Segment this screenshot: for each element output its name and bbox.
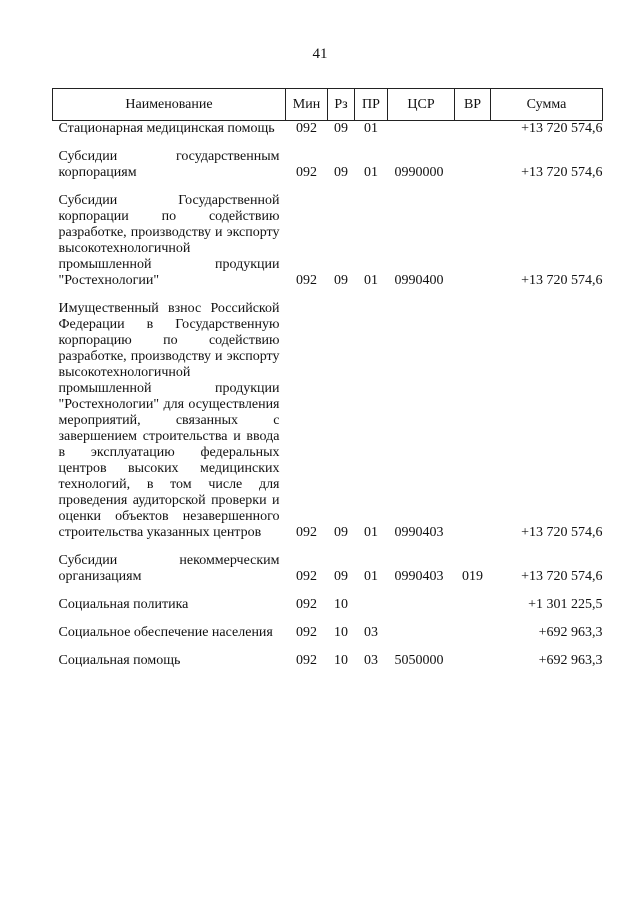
table-row <box>53 149 603 181</box>
row-csr: 0990400 <box>394 273 444 288</box>
row-sum: +13 720 574,6 <box>521 121 603 136</box>
table-row <box>53 553 603 585</box>
row-vr <box>455 597 491 613</box>
row-vr <box>455 193 491 289</box>
table-row <box>53 653 603 669</box>
row-name: Субсидии некоммерческим организациям <box>58 553 280 584</box>
row-pr: 01 <box>364 121 378 136</box>
row-min: 092 <box>296 525 317 540</box>
row-sum: +13 720 574,6 <box>521 569 603 584</box>
row-sum: +13 720 574,6 <box>521 165 603 180</box>
row-rz: 10 <box>334 625 348 640</box>
row-min: 092 <box>296 273 317 288</box>
row-pr: 03 <box>364 625 378 640</box>
row-csr: 5050000 <box>394 653 444 668</box>
row-rz: 09 <box>334 569 348 584</box>
row-rz: 09 <box>334 121 348 136</box>
row-csr <box>388 625 455 641</box>
row-sum: +13 720 574,6 <box>521 525 603 540</box>
row-min: 092 <box>296 653 317 668</box>
row-name: Имущественный взнос Российской Федерации в Государственную корпорацию по содействию разработке, производству и экспорту высокотехнологичной промышленной продукции "Ростехнологии" для осуществления мероприятий, связанных с завершением строительства и ввода в эксплуатацию федеральных центров высоких медицинских технологий, в том числе для проведения аудиторской проверки и оценки объектов незавершенного строительства указанных центров <box>58 301 280 540</box>
row-name: Субсидии Государственной корпорации по содействию разработке, производству и экспорту высокотехнологичной промышленной продукции "Ростехнологии" <box>58 193 280 288</box>
row-name: Стационарная медицинская помощь <box>58 121 275 136</box>
row-csr <box>388 597 455 613</box>
table-row <box>53 121 603 138</box>
row-min: 092 <box>296 121 317 136</box>
header-min: Мин <box>286 89 328 121</box>
table-row <box>53 625 603 641</box>
row-sum: +1 301 225,5 <box>528 597 603 612</box>
row-pr <box>355 597 388 613</box>
header-name: Наименование <box>53 89 286 121</box>
header-rz: Рз <box>328 89 355 121</box>
row-pr: 01 <box>364 165 378 180</box>
table-header <box>53 89 603 121</box>
row-sum: +692 963,3 <box>538 653 603 668</box>
page-number: 41 <box>312 46 328 62</box>
row-vr <box>455 301 491 541</box>
row-vr <box>455 121 491 138</box>
row-vr <box>455 625 491 641</box>
row-name: Социальная помощь <box>58 653 181 668</box>
header-pr: ПР <box>355 89 388 121</box>
table-row <box>53 193 603 289</box>
row-csr: 0990000 <box>394 165 444 180</box>
header-csr: ЦСР <box>388 89 455 121</box>
row-pr: 01 <box>364 273 378 288</box>
row-csr: 0990403 <box>394 569 444 584</box>
row-pr: 01 <box>364 569 378 584</box>
header-vr: ВР <box>455 89 491 121</box>
row-name: Субсидии государственным корпорациям <box>58 149 280 180</box>
row-vr: 019 <box>462 569 483 584</box>
row-min: 092 <box>296 597 317 612</box>
row-min: 092 <box>296 165 317 180</box>
row-rz: 10 <box>334 597 348 612</box>
row-rz: 09 <box>334 273 348 288</box>
header-sum: Сумма <box>491 89 603 121</box>
row-csr <box>388 121 455 138</box>
row-vr <box>455 653 491 669</box>
row-name: Социальная политика <box>58 597 189 612</box>
row-vr <box>455 149 491 181</box>
row-rz: 09 <box>334 525 348 540</box>
row-pr: 03 <box>364 653 378 668</box>
row-pr: 01 <box>364 525 378 540</box>
row-sum: +692 963,3 <box>538 625 603 640</box>
row-min: 092 <box>296 569 317 584</box>
table-row <box>53 301 603 541</box>
budget-table <box>52 88 603 669</box>
row-sum: +13 720 574,6 <box>521 273 603 288</box>
table-row <box>53 597 603 613</box>
row-rz: 09 <box>334 165 348 180</box>
row-csr: 0990403 <box>394 525 444 540</box>
row-rz: 10 <box>334 653 348 668</box>
row-name: Социальное обеспечение населения <box>58 625 273 640</box>
row-min: 092 <box>296 625 317 640</box>
